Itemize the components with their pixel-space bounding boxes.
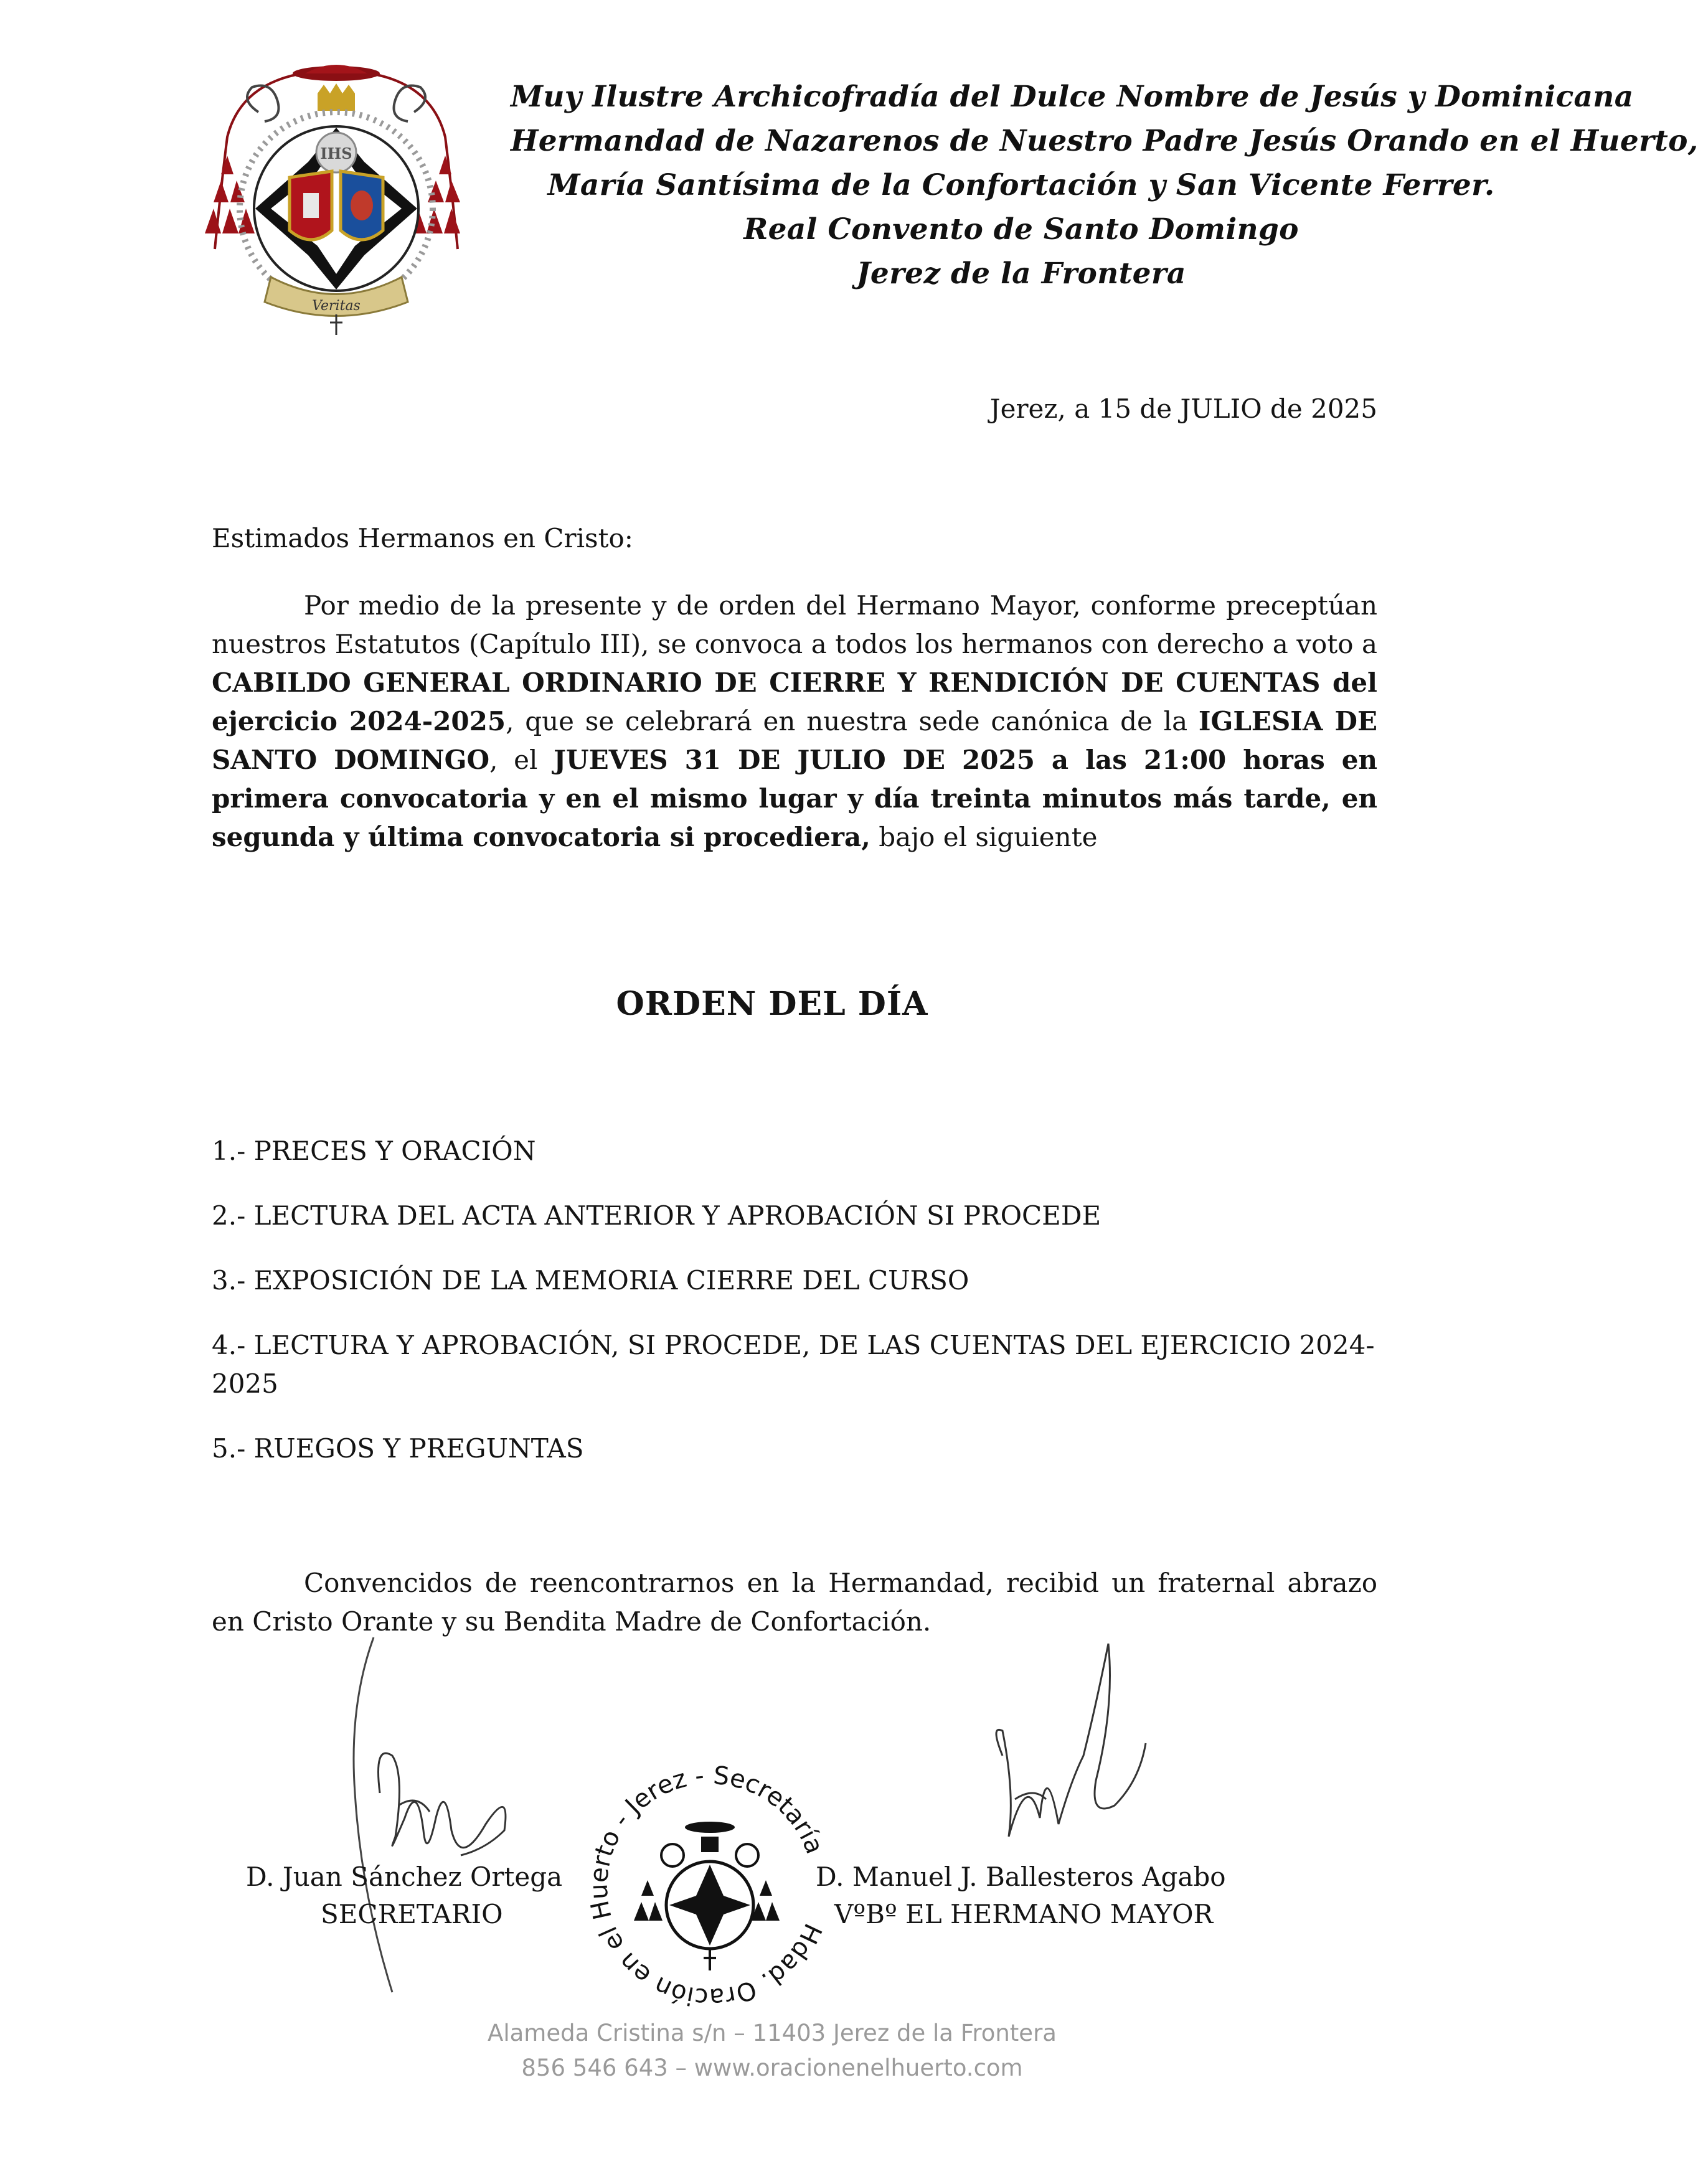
footer-contact: 856 546 643 – www.oracionenelhuerto.com — [521, 2055, 1023, 2081]
body-text-1: Por medio de la presente y de orden del Hermano Mayor, conforme preceptúan nuestros Estatutos (Capítulo III), se convoca a todos los hermanos con derecho a voto a — [212, 590, 1377, 659]
signature-right-name: D. Manuel J. Ballesteros Agabo — [816, 1862, 1226, 1892]
crest-monogram: IHS — [320, 144, 352, 162]
letterhead-line-1: Muy Ilustre Archicofradía del Dulce Nombre de Jesús y Dominicana — [511, 80, 1634, 114]
letterhead-line-3: María Santísima de la Confortación y San Vicente Ferrer. — [547, 168, 1495, 202]
letterhead-line-4: Real Convento de Santo Domingo — [743, 212, 1299, 247]
crest-motto: Veritas — [312, 298, 361, 314]
secretaria-stamp-icon — [579, 1756, 841, 2017]
agenda-item: 1.- PRECES Y ORACIÓN — [212, 1136, 536, 1166]
body-text-3: , el — [489, 745, 554, 775]
coat-of-arms-icon — [202, 62, 470, 336]
signature-right-icon — [959, 1631, 1171, 1893]
footer — [0, 2016, 1544, 2086]
signature-left-icon — [336, 1631, 548, 2005]
agenda-item: 2.- LECTURA DEL ACTA ANTERIOR Y APROBACIÓN SI PROCEDE — [212, 1200, 1101, 1231]
closing-paragraph: Convencidos de reencontrarnos en la Hermandad, recibid un fraternal abrazo en Cristo Orante y su Bendita Madre de Confortación. — [212, 1568, 1377, 1637]
body-bold-1: CABILDO GENERAL ORDINARIO DE CIERRE Y RENDICIÓN DE CUENTAS del ejercicio 2024-2025 — [212, 667, 1377, 737]
body-text-2: , que se celebrará en nuestra sede canónica de la — [506, 706, 1199, 737]
letterhead — [511, 75, 1698, 296]
greeting: Estimados Hermanos en Cristo: — [212, 523, 633, 553]
signature-left-title: SECRETARIO — [321, 1899, 503, 1929]
signature-left-name: D. Juan Sánchez Ortega — [246, 1862, 563, 1892]
stamp-text: Hdad. Oración en el Huerto - Jerez - Secretaría — [584, 1761, 829, 2012]
letterhead-line-2: Hermandad de Nazarenos de Nuestro Padre Jesús Orando en el Huerto, — [511, 124, 1698, 158]
body-bold-2: IGLESIA DE SANTO DOMINGO — [212, 706, 1377, 775]
convocation-paragraph — [212, 586, 1377, 857]
letterhead-line-5: Jerez de la Frontera — [856, 257, 1186, 291]
body-bold-3: JUEVES 31 DE JULIO DE 2025 a las 21:00 horas en primera convocatoria y en el mismo lugar y día treinta minutos más tarde, en segunda y última convocatoria si procediera, — [212, 745, 1378, 852]
agenda-list — [212, 1132, 1377, 1494]
letter-date: Jerez, a 15 de JULIO de 2025 — [989, 393, 1377, 424]
signature-right-title: VºBº EL HERMANO MAYOR — [834, 1899, 1214, 1929]
body-text-4: bajo el siguiente — [870, 822, 1098, 852]
footer-address: Alameda Cristina s/n – 11403 Jerez de la Frontera — [488, 2020, 1057, 2046]
agenda-item: 4.- LECTURA Y APROBACIÓN, SI PROCEDE, DE LAS CUENTAS DEL EJERCICIO 2024-2025 — [212, 1330, 1375, 1399]
agenda-item: 3.- EXPOSICIÓN DE LA MEMORIA CIERRE DEL CURSO — [212, 1265, 969, 1296]
agenda-item: 5.- RUEGOS Y PREGUNTAS — [212, 1433, 584, 1464]
agenda-title: ORDEN DEL DÍA — [616, 985, 928, 1023]
